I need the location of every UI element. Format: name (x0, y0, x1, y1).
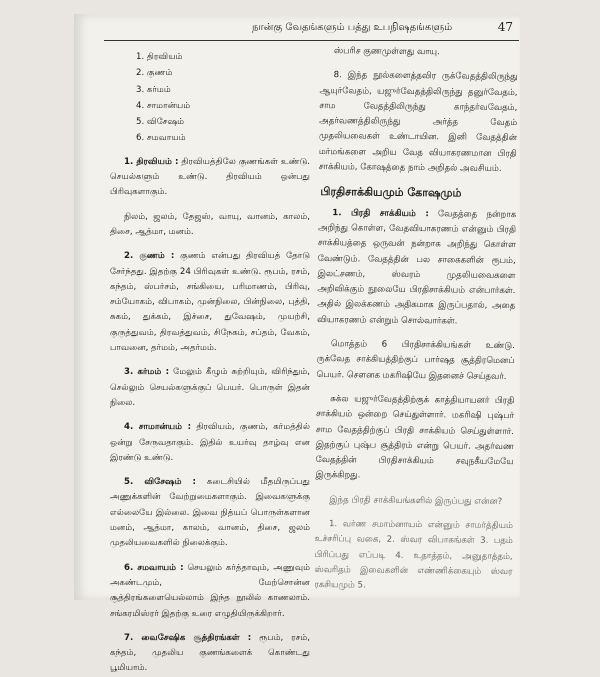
list-item: 6. சமவாயம் (136, 133, 186, 144)
paragraph-label: 7. வைசேஷிக சூத்திரங்கள் : (124, 632, 252, 643)
paragraph-label: 6. சமவாயம் : (124, 562, 184, 573)
list-item: 4. சாமான்யம் (136, 100, 191, 111)
paragraph-label: 1. திரவியம் : (124, 156, 179, 167)
paragraph-label: 1. பிரதி சாக்கியம் : (332, 207, 429, 219)
paragraph-text: குணம் என்பது திரவியத் தோடு சேர்ந்தது. இதற்கு 24 பிரிவுகள் உண்டு. ரூபம், ரசம், கந்தம், ஸ்பர்சம், சங்கியை, பரிமாணம், பிரிவு, சம்யோகம், விபாகம், முன்நிலை, பின்நிலை, புத்தி, சுகம், துக்கம், இச்சை, துவேஷம், முயற்சி, குருத்துவம், திரவத்துவம், சிநேகம், சப்தம், வேகம், பாவனை, தர்மம், அதர்மம். (110, 251, 311, 354)
paragraph-text: திரவியத்திலே குணங்கள் உண்டு. செயல்களும் உண்டு. திரவியம் ஒன்பது பிரிவுகளாகும். (110, 156, 310, 198)
paragraph-yajur: சுக்ல யஜுர்வேதத்திற்குக் காத்தியாயனர் பிரதி சாக்கியம் ஒன்றை செய்துள்ளார். மகரிஷி புஷ்பர் சாம வேதத்திற்குப் பிரதி சாக்கியம் செய்துள்ளார். இதற்குப் புஷ்ப சூத்திரம் என்று பெயர். அதர்வண வேதத்தின் பிரதிசாக்கியம் சவுநகீயமேயே இருக்கிறது. (315, 394, 515, 481)
list-item: 3. கர்மம் (136, 84, 171, 95)
paragraph-label: 3. கர்மம் : (124, 367, 170, 378)
left-column (110, 44, 311, 674)
paragraph-samavayam (110, 561, 310, 622)
paragraph-text: வேதத்தை நன்றாக அறிந்து கொள்ள, வேதவியாகரணம் என்னும் பிரதி சாக்கியத்தை ஒருவன் நன்றாக அறிந்து கொள்ள வேண்டும். வேதத்தின் பல சாகைகளின் ரூபம், இலட்சணம், ஸ்வரம் முதலியவைகளை அறிவிக்கும் நூலையே பிரதிசாக்கியம் என்பார்கள். அதில் இலக்கணம் அதிகமாக இருப்பதால், அதை வியாகரணம் என்றும் சொல்வார்கள். (317, 208, 517, 327)
paragraph-vayu: ஸ்பரிச குணமுள்ளது வாயு. (333, 46, 440, 58)
list-item: 2. குணம் (136, 68, 173, 79)
right-column (314, 44, 518, 602)
book-page (74, 14, 520, 674)
list-item: 5. விசேஷம் (136, 117, 185, 128)
paragraph-text: திரவியம், குணம், கர்மத்தில் ஒன்று சேருவதாகும். இதில் உயர்வு தாழ்வு என இரண்டு உண்டு. (110, 422, 310, 463)
paragraph-text: செயலும் கர்த்தாவும், அணுவும் அகண்டமும், மேற்சொன்ன சூத்திரங்களையெல்லாம் இந்த நூலில் காணலாம். சங்கரமிஸ்ரர் இதற்கு உரை எழுதியிருக்கிறார். (110, 562, 311, 619)
paragraph-text: மேலும் கீழும் சுற்றியும், விரிந்தும், செல்லும் செயல்களுக்குப் பெயர். பொருள் இதன் நிலை. (110, 367, 311, 408)
paragraph-upavedas: 8. இந்த நூல்களைத்தவிர ருக்வேதத்திலிருந்து ஆயுர்வேதம், யஜுர்வேதத்திலிருந்து தனுர்வேதம், சாம வேதத்திலிருந்து காந்தர்வவேதம், அதர்வணத்திலிருந்து அர்த்த வேதம் முதலியவைகள் உண்டாயின. இனி வேதத்தின் மர்மங்களை அறிய வேத வியாகரணமான பிரதி சாக்கியம், கோஷத்தை நாம் அறிதல் அவசியம். (318, 70, 518, 174)
paragraph-six-pratisakhyas: மொத்தம் 6 பிரதிசாக்கியங்கள் உண்டு. ருக்வேத சாக்கியத்திற்குப் பார்ஷத சூத்திரமெனப் பெயர். சௌனக மகரிஷியே இதனைச் செய்தவர். (316, 339, 515, 382)
paragraph-sutras (110, 631, 310, 677)
paragraph-text: கடைசியில் மீதமிருப்பது அணுக்களின் வேற்றுமைகளாகும். இவைகளுக்கு எல்லையே இல்லை. இவை நித்யப் பொருள்களான மனம், ஆத்மா, காலம், வானம், திசை, ஜலம் முதலியவைகளில் நிலைக்கும். (110, 477, 310, 549)
paragraph-samanyam (110, 420, 310, 466)
page-number: 47 (497, 20, 513, 34)
paragraph-karmam (110, 365, 310, 411)
paragraph-label: 4. சாமான்யம் : (124, 422, 192, 433)
paragraph-elements: நிலம், ஜலம், தேஜஸ், வாயு, வானம், காலம், திசை, ஆத்மா, மனம். (110, 211, 310, 237)
paragraph-gunam (110, 249, 310, 356)
section-heading: பிரதிசாக்கியமும் கோஷமும் (320, 185, 462, 200)
running-title: நான்கு வேதங்களும் பத்து உபநிஷதங்களும் (252, 22, 453, 33)
page-header (104, 18, 519, 41)
paragraph-dravyam (110, 155, 310, 201)
list-item: 1. திரவியம் (136, 52, 183, 62)
category-list (110, 50, 310, 147)
paragraph-pratisakhyam (317, 206, 516, 330)
paragraph-label: 5. விசேஷம் : (124, 477, 196, 488)
paragraph-question: இந்த பிரதி சாக்கியங்களில் இருப்பது என்ன? (329, 494, 503, 507)
paragraph-contents: 1. வர்ண சமாம்னாயம் என்னும் சாமர்த்தியம் உச்சரிப்பு வகை, 2. ஸ்வர விபாகங்கள் 3. பதம் பிரிப்பது எப்படி 4. உதாத்தம், அனுதாத்தம், ஸ்வரிதம் இவைகளின் எண்ணிக்கையும் ஸ்வர ரகசியமும் 5. (314, 519, 514, 591)
paragraph-text: ரூபம், ரசம், கந்தம், முதலிய குணங்களைக் கொண்டது பூமியாம். (110, 632, 310, 674)
paragraph-label: 2. குணம் : (124, 251, 175, 262)
paragraph-visesham (110, 475, 310, 551)
